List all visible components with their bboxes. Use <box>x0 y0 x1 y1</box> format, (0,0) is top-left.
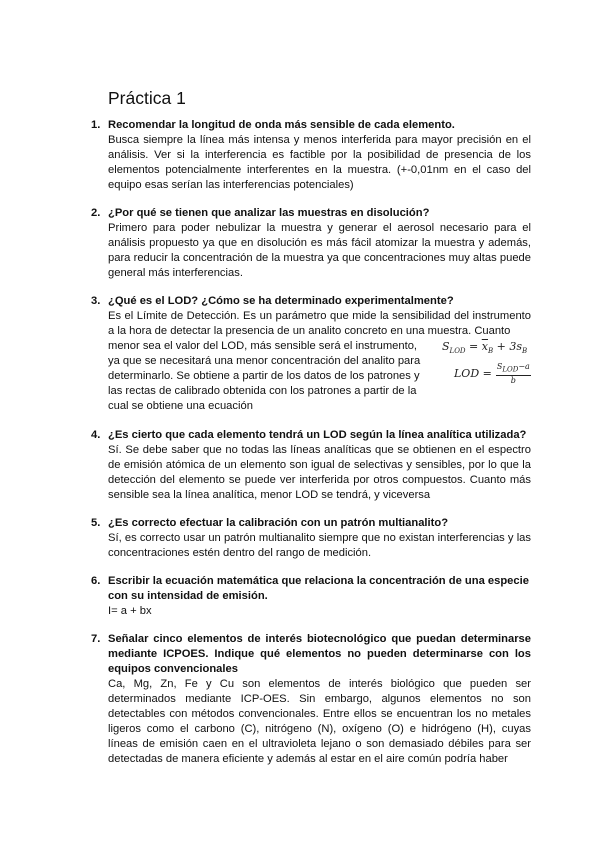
question-6 <box>91 574 531 619</box>
formula-fraction: $\frac{S_{LOD}-a}{b}$ <box>496 362 530 385</box>
question-answer <box>108 309 531 414</box>
question-2 <box>91 206 531 281</box>
question-number: 4. <box>91 429 101 441</box>
question-number: 5. <box>91 517 101 529</box>
question-3 <box>91 294 531 414</box>
question-answer: Busca siempre la línea más intensa y menos interferida para mayor precisión en el análisis. Ver si la interferencia es factible por la posibilidad de presencia de los elementos potencialmente interferentes en la muestra. (+-0,01nm en el caso del equipo esas serían las interferencias potenciales) <box>108 134 531 191</box>
question-heading: Escribir la ecuación matemática que relaciona la concentración de una especie con su intensidad de emisión. <box>108 575 529 602</box>
question-number: 2. <box>91 207 101 219</box>
question-heading: Señalar cinco elementos de interés biotecnológico que puedan determinarse mediante ICPOES. Indique qué elementos no pueden determinarse con los equipos convencionales <box>108 633 531 675</box>
question-answer: Sí, es correcto usar un patrón multianalito siempre que no existan interferencias y las concentraciones estén dentro del rango de medición. <box>108 532 531 559</box>
question-heading: ¿Es correcto efectuar la calibración con un patrón multianalito? <box>108 517 449 529</box>
formula-lod: LOD = $\frac{S_{LOD}-a}{b}$ <box>454 362 530 385</box>
question-answer: Ca, Mg, Zn, Fe y Cu son elementos de interés biológico que pueden ser determinados mediante ICP-OES. Sin embargo, algunos elementos no son detectables con métodos convencionales. Entre ellos se encuentran los no metales ligeros como el carbono (C), nitrógeno (N), oxígeno (O) e hidrógeno (H), cuyas líneas de emisión caen en el ultravioleta lejano o son demasiado débiles para ser detectadas de manera eficiente y además al estar en el aire común podría haber <box>108 678 531 765</box>
question-heading: ¿Es cierto que cada elemento tendrá un LOD según la línea analítica utilizada? <box>108 429 527 441</box>
question-heading: ¿Qué es el LOD? ¿Cómo se ha determinado experimentalmente? <box>108 295 454 307</box>
question-number: 1. <box>91 119 101 131</box>
answer-intro: Es el Límite de Detección. Es un parámetro que mide la sensibilidad del instrumento a la hora de detectar la presencia de un analito concreto en una muestra. Cuanto <box>108 310 531 337</box>
question-heading: ¿Por qué se tienen que analizar las muestras en disolución? <box>108 207 430 219</box>
question-7 <box>91 632 531 767</box>
question-heading: Recomendar la longitud de onda más sensible de cada elemento. <box>108 119 455 131</box>
formula-slod: $S_{LOD} = \overline{x}_B + 3s_B$ <box>442 340 528 356</box>
question-number: 3. <box>91 295 101 307</box>
question-4 <box>91 428 531 503</box>
question-number: 7. <box>91 633 101 645</box>
page-title: Práctica 1 <box>108 88 186 108</box>
question-number: 6. <box>91 575 101 587</box>
lod-formula <box>442 339 531 385</box>
question-answer: Sí. Se debe saber que no todas las líneas analíticas que se obtienen en el espectro de emisión atómica de un elemento son igual de selectivas y sensibles, por lo que la detección del elemento se puede ver interferida por otros compuestos. Cuanto más sensible sea la línea analítica, menor LOD se tendrá, y viceversa <box>108 444 531 501</box>
question-1 <box>91 118 531 193</box>
answer-side-text: menor sea el valor del LOD, más sensible será el instrumento, ya que se necesitará una menor concentración del analito para determinarlo. Se obtiene a partir de los datos de los patrones y las rectas de calibrado obtenida con los patrones a partir de la cual se obtiene una ecuación <box>108 340 421 412</box>
question-answer: I= a + bx <box>108 605 152 617</box>
question-5 <box>91 516 531 561</box>
question-answer: Primero para poder nebulizar la muestra y generar el aerosol necesario para el análisis propuesto ya que en disolución es más fácil atomizar la muestra y además, para reducir la concentración de la muestra ya que concentraciones muy altas puede general más interferencias. <box>108 222 531 279</box>
